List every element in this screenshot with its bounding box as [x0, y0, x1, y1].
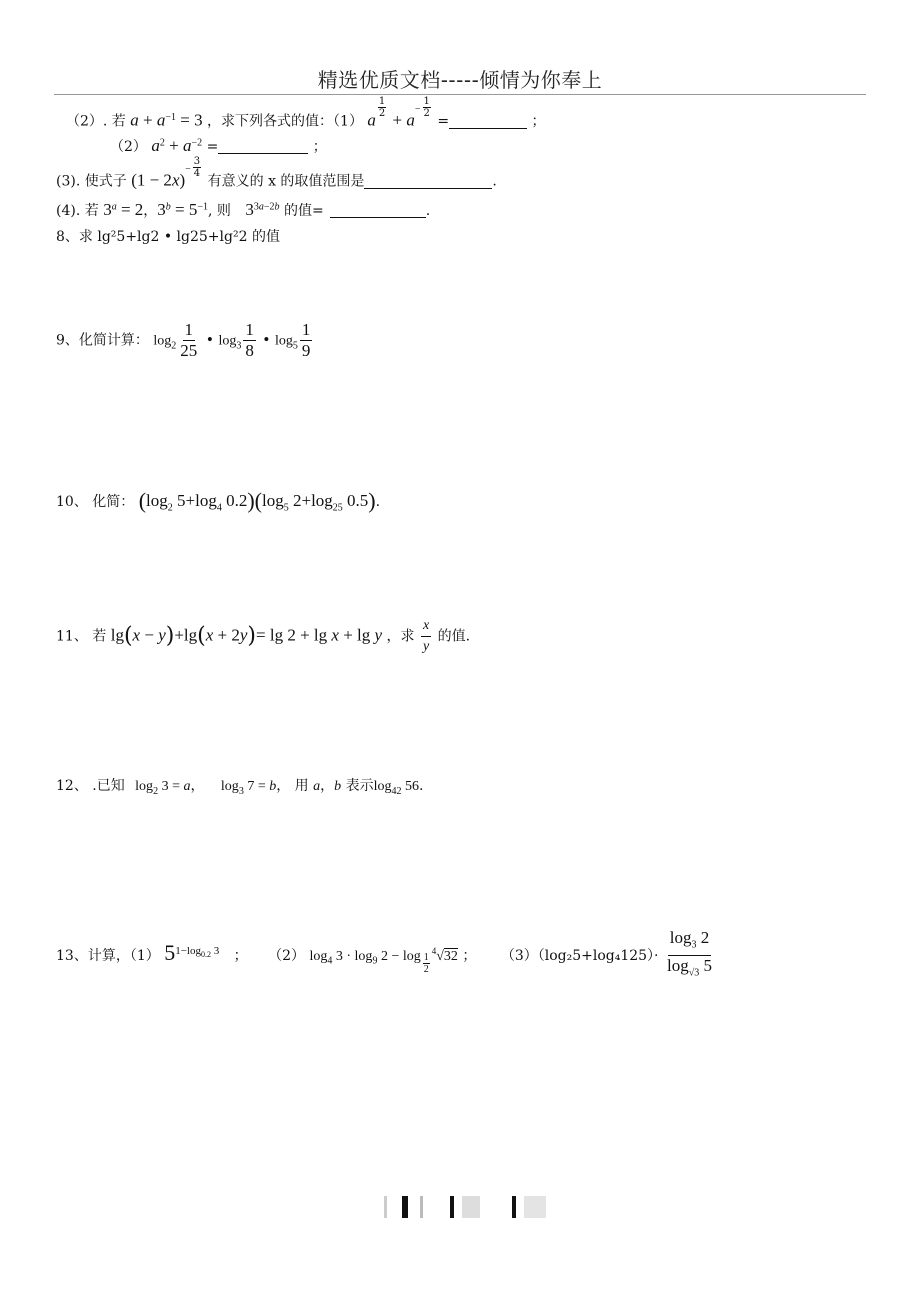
q12-mid: 用 [294, 778, 309, 794]
q8-text: 8、求 lg²5+lg2 • lg25+lg²2 的值 [56, 229, 280, 245]
q13-semicolon-2: ； [462, 947, 477, 964]
q7-part3-prefix: (3). 使式子 [56, 173, 127, 190]
q13-part3-label: （3）（log₂5+log₄125）· [500, 947, 659, 964]
q7-sub2-answer-blank[interactable] [218, 139, 308, 154]
page-header-title: 精选优质文档-----倾情为你奉上 [317, 68, 603, 92]
footer-mark-4 [450, 1196, 454, 1218]
footer-mark-5 [462, 1196, 480, 1218]
q7-part2-ask: ，求下列各式的值：（1） [207, 113, 363, 130]
q12-express: 表示 [345, 778, 374, 794]
q7-part3-answer-blank[interactable] [364, 174, 492, 189]
q7-part2-prefix: （2）. 若 [66, 113, 126, 130]
q13-semicolon-1: ； [233, 947, 248, 964]
q10-end: . [375, 494, 381, 510]
q9-label: 9、化简计算： [56, 332, 149, 349]
q7-part4-prefix: (4). 若 [56, 203, 99, 219]
q12-comma: ， [320, 778, 335, 794]
q9-line: 9、化简计算： $\log_2$ $\frac{1}{25}$ • $\log_3$ $\frac{1}{8}$ • $\log_5$ $\frac{1}{9}$ [56, 320, 311, 360]
q11-label: 11、 若 [56, 628, 107, 645]
q7-part4-end: . [425, 203, 431, 219]
q12-end: . [418, 778, 424, 794]
q7-sub1-semicolon: ； [531, 113, 546, 130]
q10-line: 10、 化简： ($\log_2$ $5+\log_4$ $0.2)(\log_5$ $2+\log_{25}$ 0.5). [56, 488, 381, 514]
q7-sub2-semicolon: ； [312, 139, 327, 155]
q7-sub2-eq: = [206, 139, 219, 155]
q9-dot-1: • [205, 332, 214, 349]
q7-part3-period: . [492, 173, 497, 190]
q11-ask: ，求 [386, 628, 415, 645]
q7-part3-line: (3). 使式子 (1 − 2x)− $\frac{3}{4}$ 有意义的 x 的取值范围是 . [56, 156, 497, 190]
footer-mark-2 [402, 1196, 408, 1218]
footer-mark-7 [524, 1196, 546, 1218]
q13-part2-label: （2） [268, 947, 306, 964]
q7-part4-then: , 则 [208, 203, 231, 219]
q11-end: 的值. [437, 628, 471, 645]
q7-part3-suffix: 有意义的 x 的取值范围是 [207, 173, 365, 190]
q7-part4-mid: ， [143, 203, 158, 219]
q7-part4-answer-blank[interactable] [330, 203, 426, 218]
header-divider [54, 94, 866, 95]
q7-sub2-line: （2） $a^2 + a^{-2}$ = ； [110, 136, 327, 155]
q7-sub2-label: （2） [110, 139, 147, 155]
q11-line: 11、 若 lg(x − y)+lg(x + 2y)= lg 2 + lg x + lg y ，求 $\frac{x}{y}$ 的值. [56, 618, 471, 654]
q7-sub1-eq: = [437, 113, 450, 130]
q12-line: 12、 .已知 $\log_2 3 = a$， $\log_3 7 = b$， 用 a，b 表示$\log_{42} 56$. [56, 778, 424, 797]
q13-label: 13、计算，（1） [56, 947, 160, 964]
q12-label: 12、 .已知 [56, 778, 125, 794]
q7-part2-line: （2）. 若 $a + a^{-1} = 3$ ，求下列各式的值：（1） a $\frac{1}{2}$ + a− $\frac{1}{2}$ = ； [66, 96, 546, 130]
q7-part2-condition: a [130, 110, 139, 130]
q9-dot-2: • [262, 332, 271, 349]
q10-label: 10、 化简： [56, 494, 135, 510]
footer-mark-3 [420, 1196, 423, 1218]
q7-part4-line: (4). 若 $3^a = 2$，$3^b = 5^{-1}$, 则 $3^{3a-2b}$ 的值= . [56, 200, 431, 219]
footer-mark-1 [384, 1196, 387, 1218]
q13-line: 13、计算，（1） $5^{1-log_{0.2} 3}$ ； （2） $\log_4 3 \cdot \log_9 2 - \log$ $\frac{1}{2}$ $^4$√32 ； （3）（log₂5+log₄125）· $\frac{\log_3 2}{\log_{√3} 5}$ [56, 928, 712, 979]
q7-part4-value-label: 的值= [283, 203, 324, 219]
q7-sub1-answer-blank[interactable] [449, 114, 527, 129]
footer-mark-6 [512, 1196, 516, 1218]
q7-sub1-expr: a [367, 110, 376, 130]
